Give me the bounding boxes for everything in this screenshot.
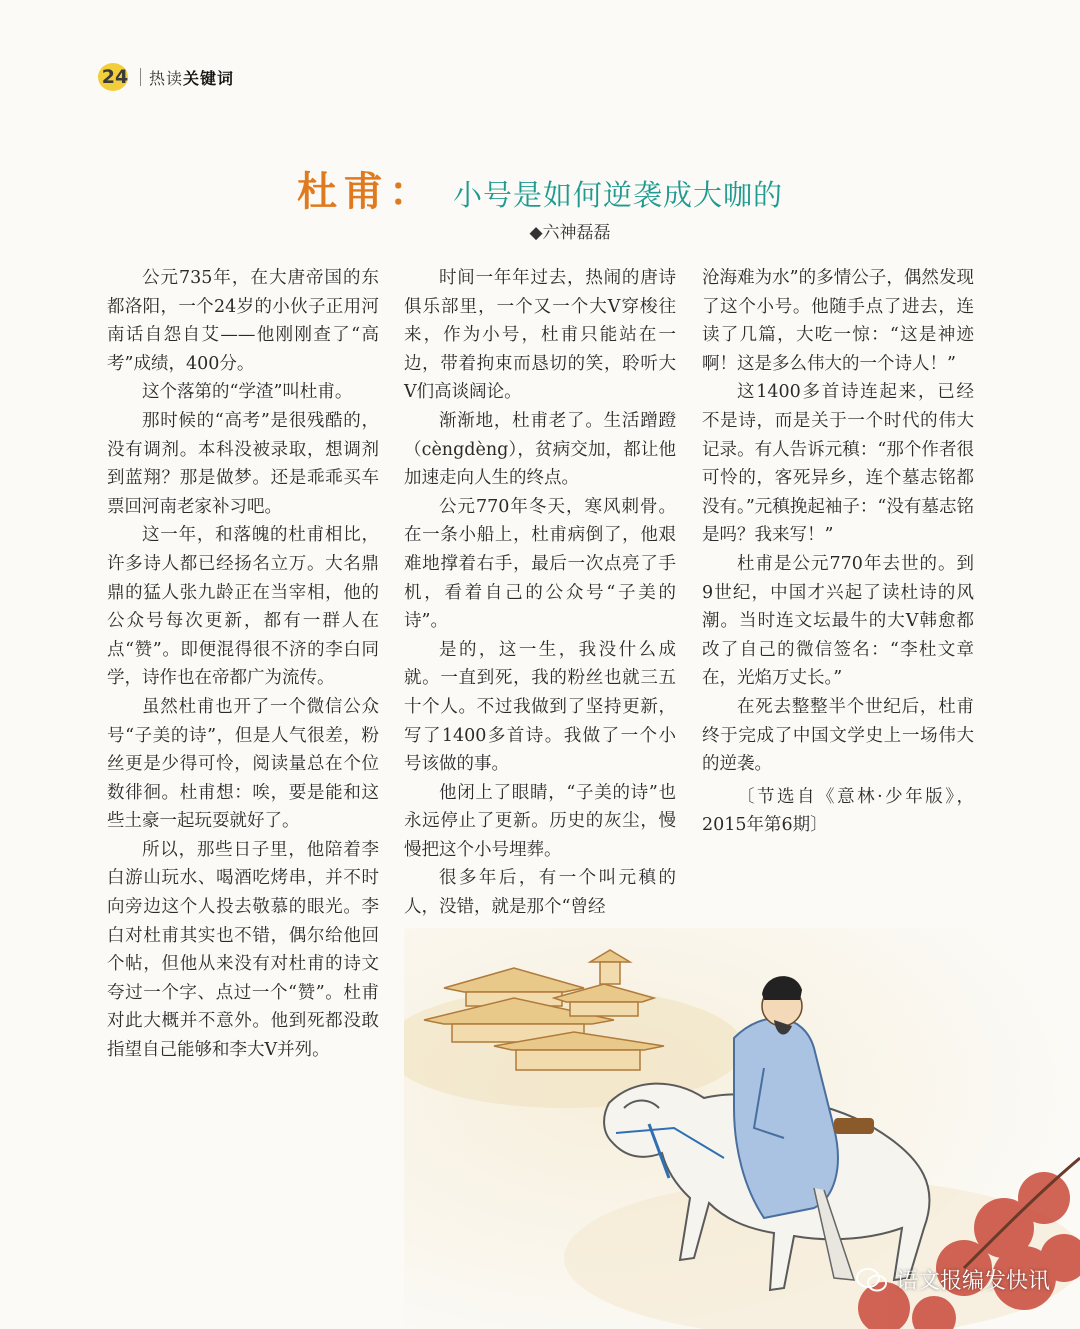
paragraph: 这1400多首诗连起来，已经不是诗，而是关于一个时代的伟大记录。有人告诉元稹：“那个作者很可怜的，客死异乡，连个墓志铭都没有。”元稹挽起袖子：“没有墓志铭是吗？我来写！” xyxy=(702,382,974,546)
section-keyword: 关键词 xyxy=(183,68,235,88)
wechat-watermark xyxy=(856,1264,1050,1295)
wechat-icon xyxy=(856,1267,888,1293)
paragraph: 杜甫是公元770年去世的。到9世纪，中国才兴起了读杜诗的风潮。当时连文坛最牛的大V韩愈都改了自己的微信签名：“李杜文章在，光焰万丈长。” xyxy=(702,553,974,689)
page-header xyxy=(98,62,234,92)
paragraph: 那时候的“高考”是很残酷的，没有调剂。本科没被录取，想调剂到蓝翔？那是做梦。还是乖乖买车票回河南老家补习吧。 xyxy=(107,410,379,517)
author-byline: ◆六神磊磊 xyxy=(529,223,611,243)
article-title xyxy=(0,160,1080,217)
text-column-3 xyxy=(702,264,974,840)
source-citation: 〔节选自《意林·少年版》，2015年第6期〕 xyxy=(702,786,974,836)
paragraph: 虽然杜甫也开了一个微信公众号“子美的诗”，但是人气很差，粉丝更是少得可怜，阅读量总在个位数徘徊。杜甫想：唉，要是能和这些土豪一起玩耍就好了。 xyxy=(107,696,379,832)
paragraph: 这个落第的“学渣”叫杜甫。 xyxy=(142,382,353,403)
text-column-1 xyxy=(107,264,379,1065)
paragraph: 渐渐地，杜甫老了。生活蹭蹬（cèngdèng），贫病交加，都让他加速走向人生的终点。 xyxy=(404,410,676,489)
paragraph: 所以，那些日子里，他陪着李白游山玩水、喝酒吃烤串，并不时向旁边这个人投去敬慕的眼光。李白对杜甫其实也不错，偶尔给他回个帖，但他从来没有对杜甫的诗文夸过一个字、点过一个“赞”。杜甫对此大概并不意外。他到死都没敢指望自己能够和李大V并列。 xyxy=(107,839,379,1061)
page-number: 24 xyxy=(98,62,132,92)
paragraph: 他闭上了眼睛，“子美的诗”也永远停止了更新。历史的灰尘，慢慢把这个小号埋葬。 xyxy=(404,782,676,860)
text-column-2 xyxy=(404,264,676,922)
paragraph: 很多年后，有一个叫元稹的人，没错，就是那个“曾经 xyxy=(404,868,676,918)
saddle-icon xyxy=(834,1118,874,1134)
paragraph: 是的，这一生，我没什么成就。一直到死，我的粉丝也就三五十个人。不过我做到了坚持更新，写了1400多首诗。我做了一个小号该做的事。 xyxy=(404,639,676,775)
paragraph: 时间一年年过去，热闹的唐诗俱乐部里，一个又一个大V穿梭往来，作为小号，杜甫只能站在一边，带着拘束而恳切的笑，聆听大V们高谈阔论。 xyxy=(404,268,676,403)
title-subtitle: 小号是如何逆袭成大咖的 xyxy=(452,178,783,212)
paragraph: 公元770年冬天，寒风刺骨。在一条小船上，杜甫病倒了，他艰难地撑着右手，最后一次点亮了手机，看着自己的公众号“子美的诗”。 xyxy=(404,496,676,632)
paragraph: 这一年，和落魄的杜甫相比，许多诗人都已经扬名立万。大名鼎鼎的猛人张九龄正在当宰相，他的公众号每次更新，都有一群人在点“赞”。即便混得很不济的李白同学，诗作也在帝都广为流传。 xyxy=(107,525,379,689)
section-label xyxy=(149,66,234,89)
header-divider xyxy=(140,68,141,86)
section-prefix: 热读 xyxy=(149,68,184,88)
title-main: 杜甫： xyxy=(296,168,435,215)
paragraph: 公元735年，在大唐帝国的东都洛阳，一个24岁的小伙子正用河南话自怨自艾——他刚刚查了“高考”成绩，400分。 xyxy=(107,268,379,374)
paragraph-continued: 沧海难为水”的多情公子，偶然发现了这个小号。他随手点了进去，连读了几篇，大吃一惊：“这是神迹啊！这是多么伟大的一个诗人！” xyxy=(702,268,974,374)
watermark-text: 语文报编发快讯 xyxy=(895,1269,1050,1294)
paragraph: 在死去整整半个世纪后，杜甫终于完成了中国文学史上一场伟大的逆袭。 xyxy=(702,696,974,775)
